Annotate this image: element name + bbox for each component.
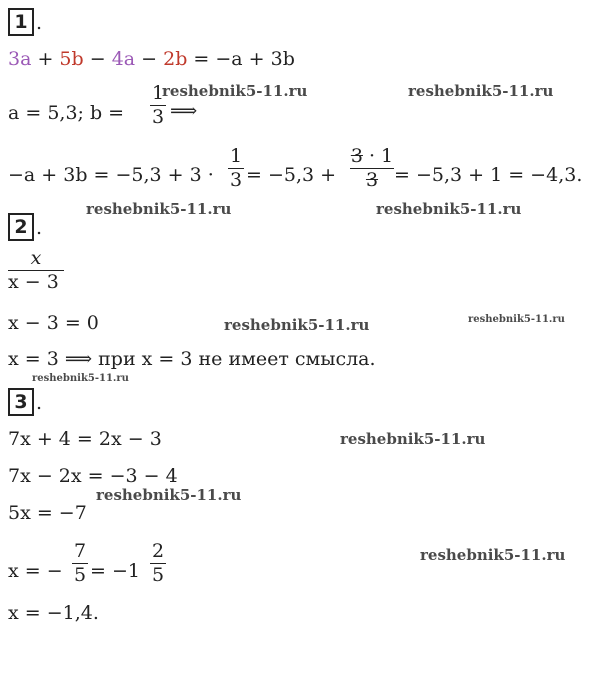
watermark: reshebnik5-11.ru: [96, 486, 242, 504]
task-1-dot: .: [36, 12, 43, 34]
task-2-dot: .: [36, 217, 43, 239]
task-1-line-3a: −a + 3b = −5,3 + 3 ·: [8, 164, 214, 186]
task-2-line-2: x = 3 ⟹ при x = 3 не имеет смысла.: [8, 348, 376, 370]
task-1-fraction-cancel: 3 · 1 3: [350, 145, 394, 191]
watermark: reshebnik5-11.ru: [340, 430, 486, 448]
task-1-line-3c: = −5,3 + 1 = −4,3.: [394, 164, 583, 186]
task-1-line-1: 3a + 5b − 4a − 2b = −a + 3b: [8, 48, 295, 70]
task-3-line-3: 5x = −7: [8, 502, 87, 524]
term-4a: 4a: [111, 48, 136, 70]
task-2-number: 2: [8, 213, 34, 241]
task-1-line-3b: = −5,3 +: [246, 164, 337, 186]
task-3-line-2: 7x − 2x = −3 − 4: [8, 465, 178, 487]
term-2b: 2b: [163, 48, 188, 70]
task-3-dot: .: [36, 392, 43, 414]
task-3-fraction-7-5: 7 5: [73, 540, 87, 586]
task-2-fraction: x x − 3: [8, 249, 64, 292]
task-2-line-1: x − 3 = 0: [8, 312, 99, 334]
term-3a: 3a: [8, 48, 32, 70]
task-3-number: 3: [8, 388, 34, 416]
watermark: reshebnik5-11.ru: [376, 200, 522, 218]
task-3-line-5: x = −1,4.: [8, 602, 99, 624]
task-3-line-4a: x = −: [8, 560, 63, 582]
task-3-line-4b: = −1: [90, 560, 140, 582]
task-3-line-1: 7x + 4 = 2x − 3: [8, 428, 162, 450]
watermark: reshebnik5-11.ru: [162, 82, 308, 100]
task-1-fraction-b: 1 3: [151, 82, 165, 128]
term-5b: 5b: [59, 48, 84, 70]
watermark: reshebnik5-11.ru: [32, 373, 129, 384]
watermark: reshebnik5-11.ru: [224, 316, 370, 334]
task-3-fraction-2-5: 2 5: [151, 540, 165, 586]
task-1-fraction-1-3: 1 3: [229, 145, 243, 191]
watermark: reshebnik5-11.ru: [468, 314, 565, 325]
task-1-line-2: a = 5,3; b =: [8, 102, 125, 124]
watermark: reshebnik5-11.ru: [420, 546, 566, 564]
implies-arrow: ⟹: [170, 100, 198, 122]
watermark: reshebnik5-11.ru: [86, 200, 232, 218]
watermark: reshebnik5-11.ru: [408, 82, 554, 100]
task-1-number: 1: [8, 8, 34, 36]
